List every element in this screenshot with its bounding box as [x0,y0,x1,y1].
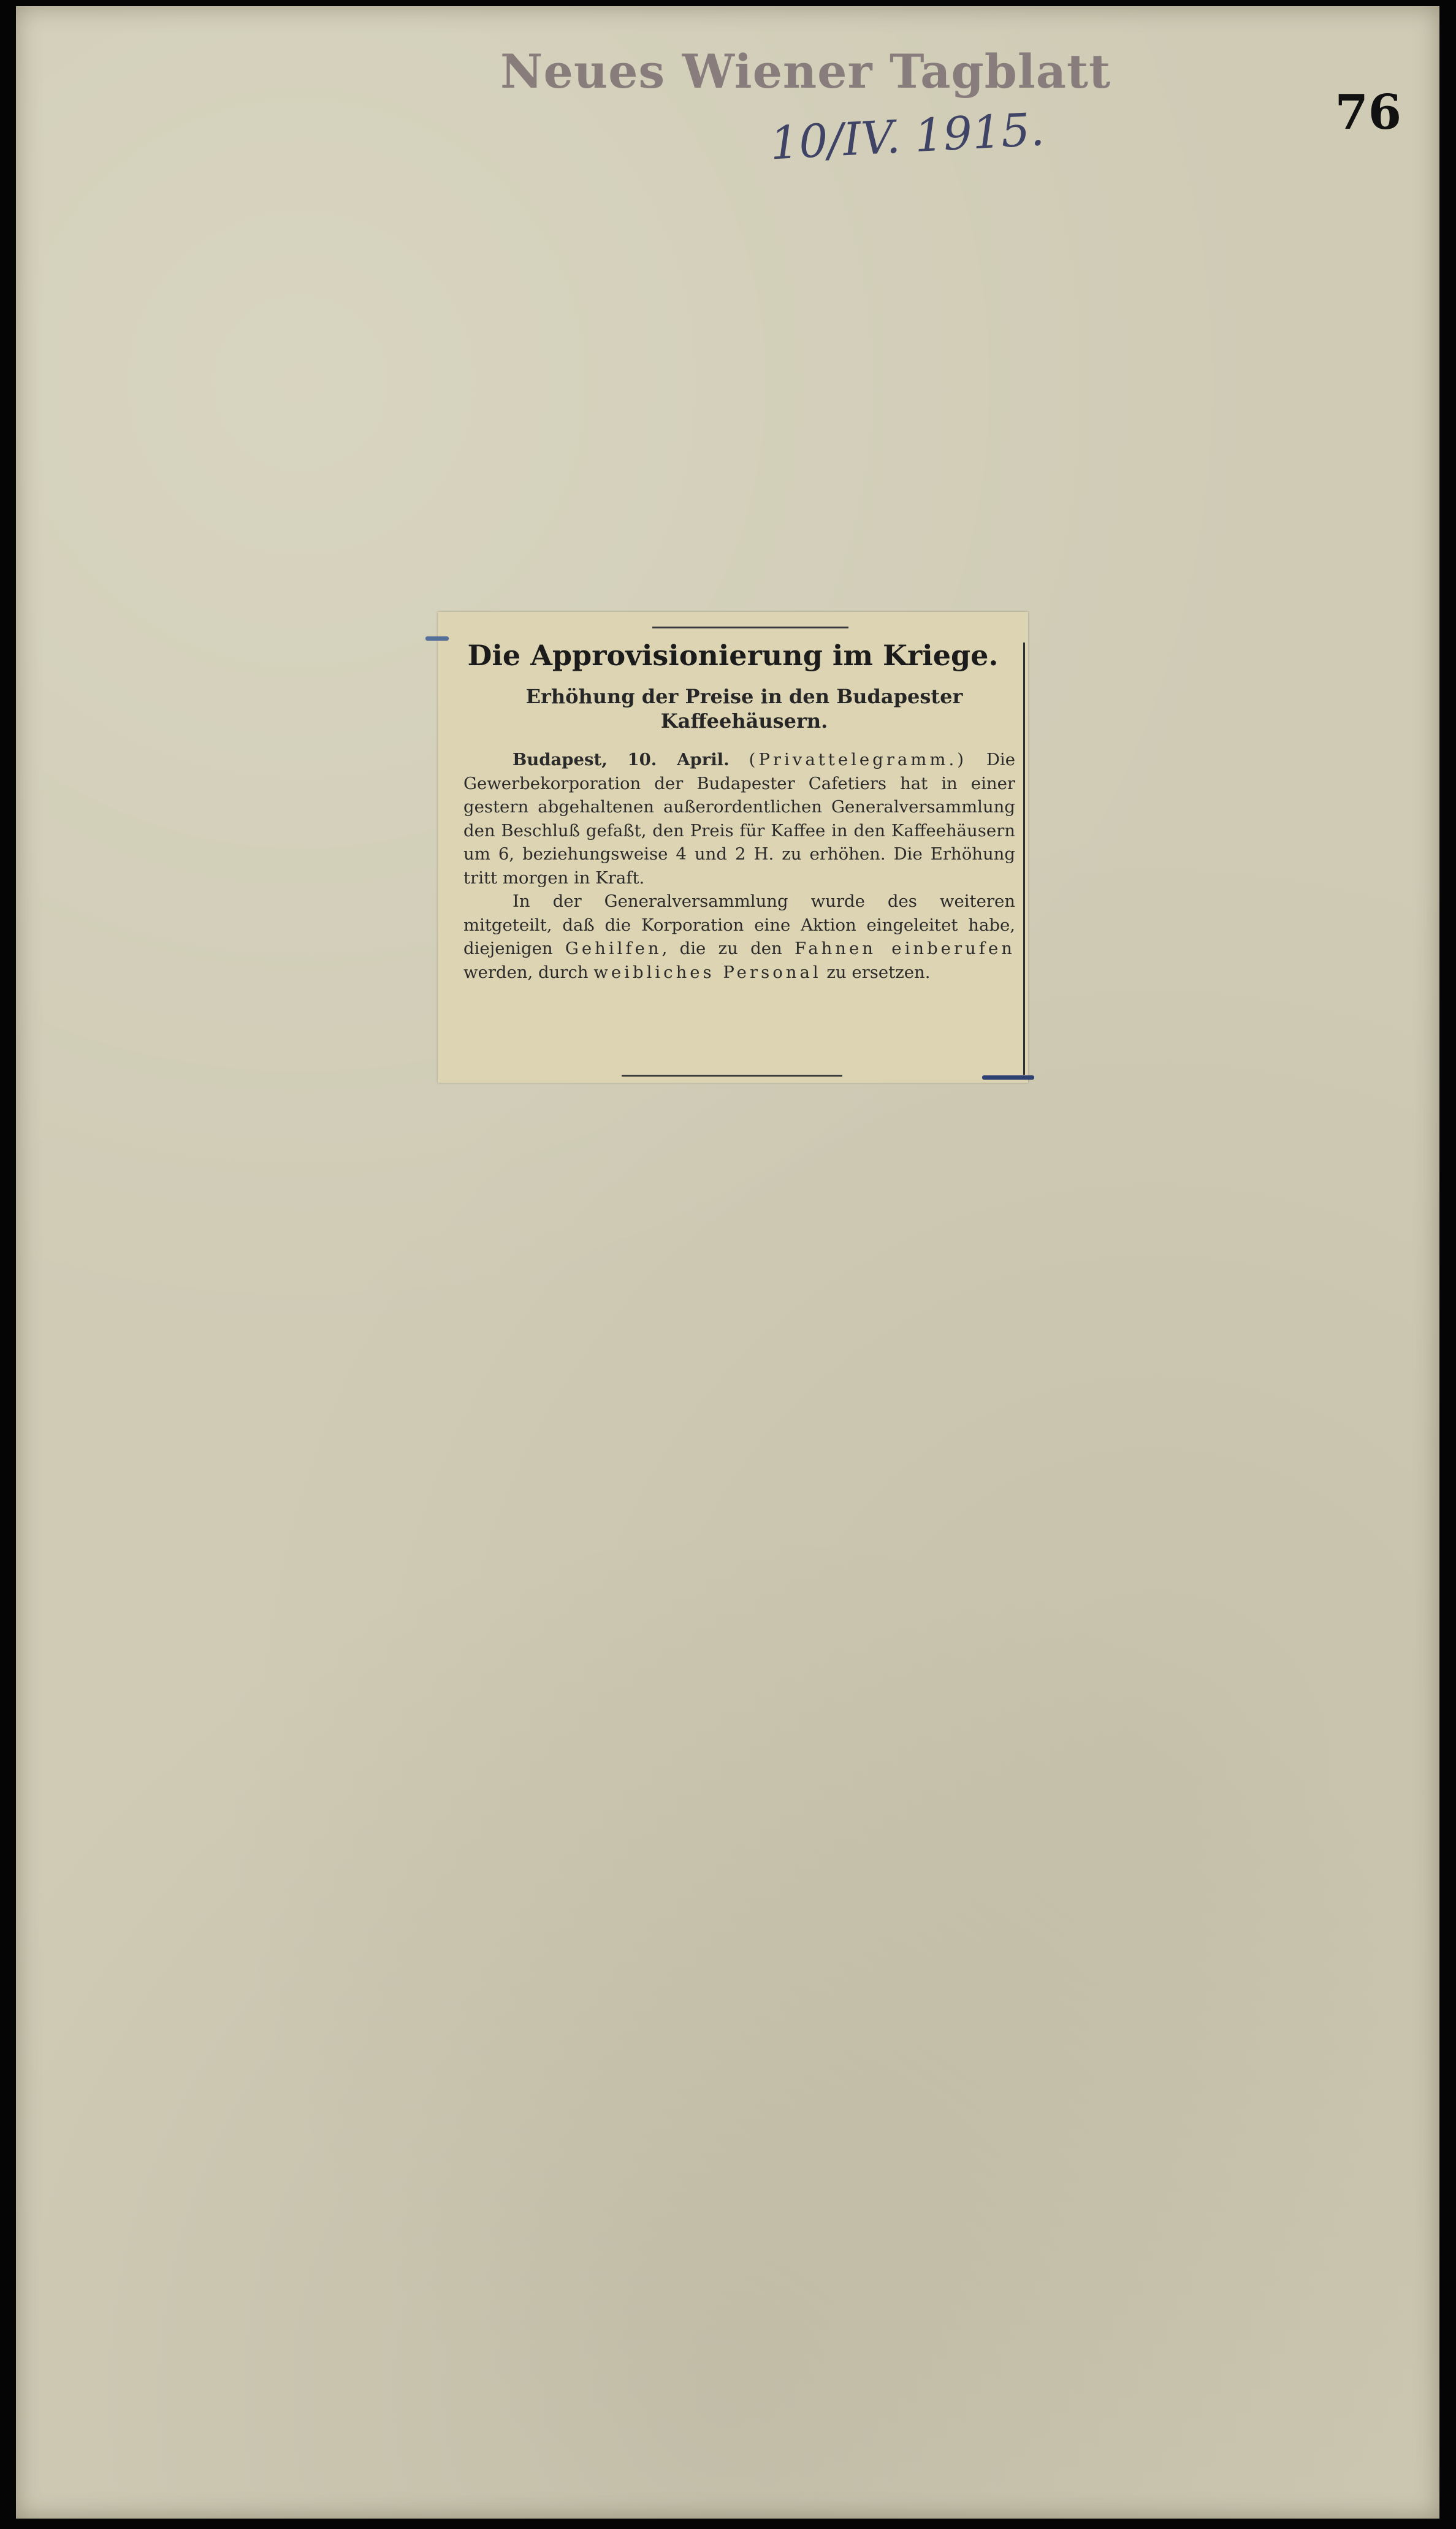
article-paragraph [463,890,1015,984]
newspaper-name-stamp: Neues Wiener Tagblatt [500,44,1111,99]
clipping-headline: Die Approvisionierung im Kriege. [467,639,999,672]
clipping-column-rule [1023,643,1025,1075]
clipping-body [463,748,1015,984]
clipping-subheadline: Erhöhung der Preise in den Budapester Kaffeehäusern. [525,685,963,733]
paragraph-text: zu ersetzen. [826,962,931,982]
paragraph-text: Die Gewerbekorporation der Budapester Cafetiers hat in einer gestern abgehaltenen außerordentlichen Generalversammlung den Beschluß gefaßt, den Preis für Kaffee in den Kaffeehäusern um 6, beziehungsweise 4 und 2 H. zu erhöhen. Die Erhöhung tritt morgen in Kraft. [463,750,1015,888]
clipping-bottom-rule [622,1075,842,1077]
spaced-emphasis: weibliches Personal [593,962,821,982]
page-number: 76 [1335,85,1401,140]
pen-underline-icon [982,1075,1034,1080]
clipping-top-rule [652,627,848,628]
handwritten-date: 10/IV. 1915. [769,103,1046,170]
dateline: Budapest, 10. April. [513,750,730,769]
article-paragraph [463,748,1015,890]
spaced-emphasis: Fahnen einberufen [794,939,1015,958]
paragraph-text: In der Generalversammlung wurde des weiteren mitgeteilt, daß die Korporation eine Aktion eingeleitet habe, diejenigen [463,891,1015,958]
archive-sheet [16,6,1439,2519]
spaced-emphasis: Gehilfen [565,939,662,958]
newspaper-clipping [438,612,1028,1083]
paragraph-text: werden, durch [463,962,589,982]
source-note: (Privattelegramm.) [749,750,967,769]
paragraph-text: , die zu den [661,939,782,958]
